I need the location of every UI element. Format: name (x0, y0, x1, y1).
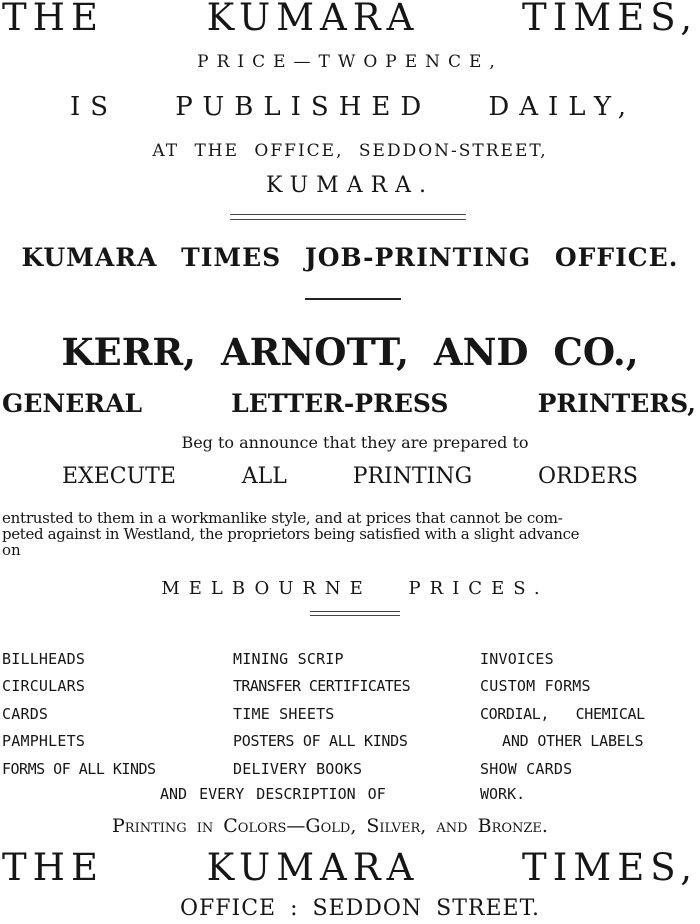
body-text-line: on (2, 541, 21, 559)
trade-word: GENERAL (2, 389, 143, 418)
masthead-title-word: THE (2, 0, 104, 39)
footer-office: OFFICE : SEDDON STREET. (179, 896, 541, 921)
list-item: INVOICES (480, 650, 554, 668)
list-item: AND OTHER LABELS (502, 732, 644, 751)
list-item: POSTERS OF ALL KINDS (233, 732, 408, 751)
execute-word: ALL (241, 464, 287, 489)
execute-line (0, 464, 700, 489)
footer-title-word: TIMES, (522, 846, 698, 889)
services-tail-left: AND EVERY DESCRIPTION OF (160, 785, 386, 803)
price-line: PRICE—TWOPENCE, (197, 52, 503, 72)
footer-title-word: THE (2, 846, 104, 889)
list-item: TRANSFER CERTIFICATES (233, 677, 411, 696)
list-item: CARDS (2, 704, 49, 723)
job-office-heading: KUMARA TIMES JOB-PRINTING OFFICE. (21, 243, 679, 272)
execute-word: EXECUTE (62, 464, 176, 489)
services-tail-right: WORK. (480, 785, 526, 803)
list-item: DELIVERY BOOKS (233, 759, 363, 778)
melbourne-prices: MELBOURNE PRICES. (161, 578, 549, 599)
list-item: TIME SHEETS (233, 704, 335, 723)
town-line: KUMARA. (265, 173, 435, 198)
office-line: AT THE OFFICE, SEDDON-STREET, (152, 141, 548, 161)
trade-word: LETTER-PRESS (231, 389, 449, 418)
divider (230, 219, 466, 220)
list-item: CUSTOM FORMS (480, 677, 591, 696)
services-column-2 (233, 646, 410, 783)
list-item: CORDIAL, CHEMICAL (480, 704, 645, 723)
published-word: DAILY, (488, 92, 636, 122)
list-item: SHOW CARDS (480, 759, 573, 778)
trade-line (0, 389, 700, 418)
list-item: FORMS OF ALL KINDS (2, 759, 156, 778)
divider (305, 298, 401, 300)
published-word: IS (70, 92, 119, 122)
colors-line (0, 815, 700, 837)
list-item: PAMPHLETS (2, 732, 86, 751)
firm-name: KERR, ARNOTT, AND CO., (61, 330, 639, 374)
trade-word: PRINTERS, (537, 389, 696, 418)
colors-text: Printing in Colors—Gold, Silver, and Bronze. (112, 815, 548, 837)
divider (310, 615, 400, 616)
body-text-line: peted against in Westland, the proprietors being satisfied with a slight advance (2, 525, 580, 543)
divider (230, 214, 466, 215)
published-word: PUBLISHED (175, 92, 432, 122)
list-item: CIRCULARS (2, 677, 86, 696)
divider (310, 611, 400, 612)
list-item: BILLHEADS (2, 650, 86, 668)
body-text-line: entrusted to them in a workmanlike style, and at prices that cannot be com- (2, 509, 563, 527)
masthead-title (0, 0, 700, 39)
announce-line: Beg to announce that they are prepared to (181, 433, 529, 452)
execute-word: PRINTING (352, 464, 473, 489)
footer-title-word: KUMARA (206, 846, 420, 889)
services-column-1 (2, 646, 156, 783)
footer-title (0, 846, 700, 889)
body-text (0, 510, 700, 558)
services-column-3 (480, 646, 645, 783)
list-item: MINING SCRIP (233, 650, 344, 668)
execute-word: ORDERS (538, 464, 638, 489)
masthead-title-word: KUMARA (206, 0, 420, 39)
published-line (0, 92, 700, 122)
masthead-title-word: TIMES, (522, 0, 698, 39)
